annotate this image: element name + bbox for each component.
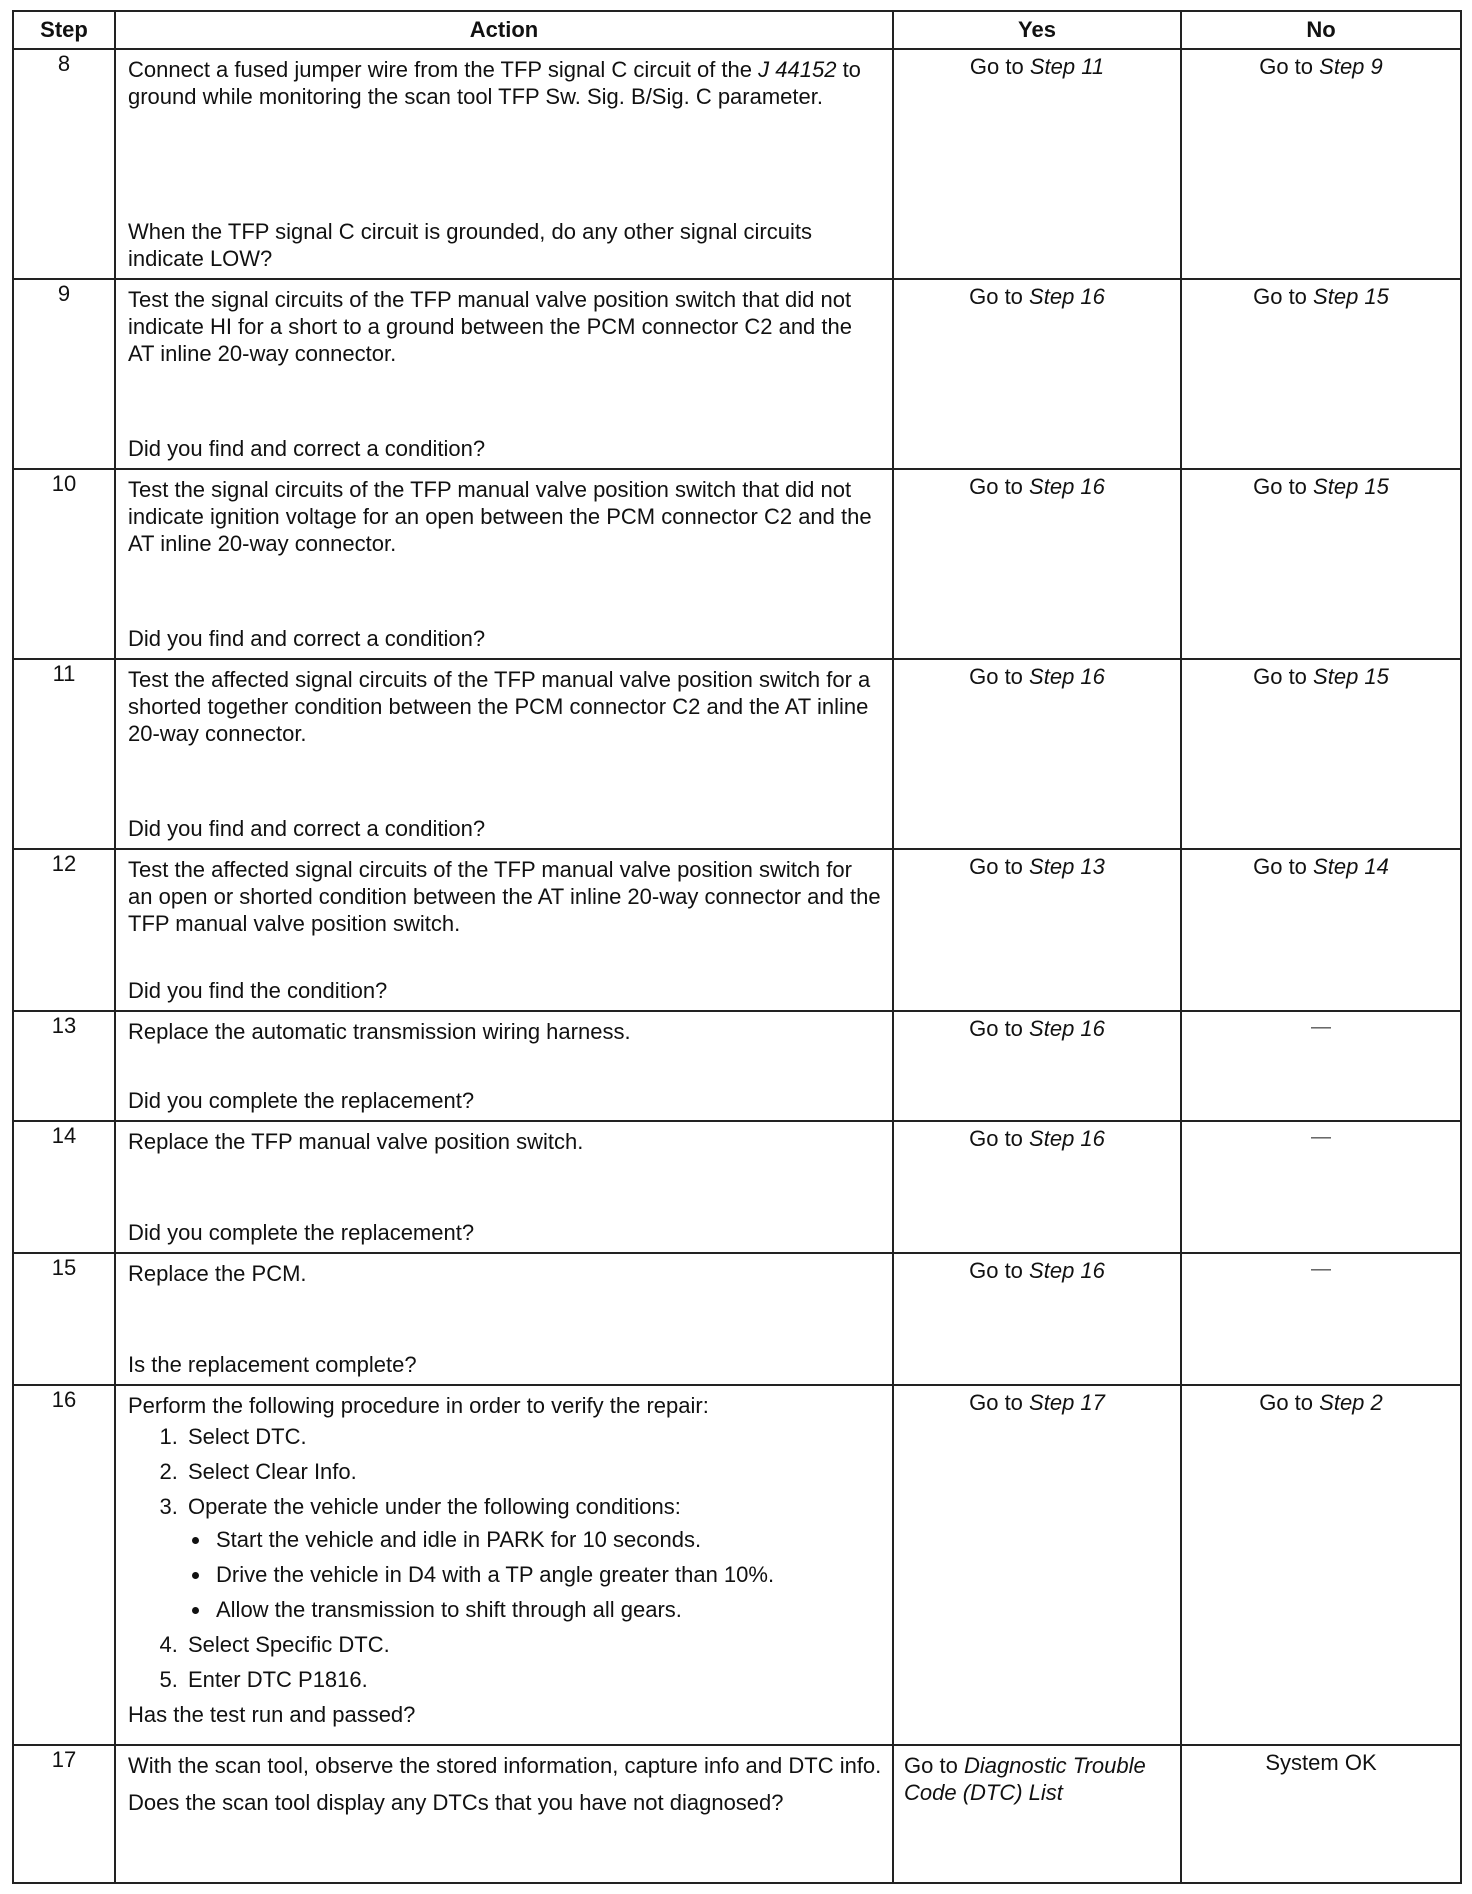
no-link[interactable]: Step 15 <box>1313 474 1389 499</box>
action-cell <box>115 849 893 1011</box>
yes-link[interactable]: Step 16 <box>1029 1016 1105 1041</box>
no-cell-dash: — <box>1181 1253 1461 1385</box>
header-step: Step <box>13 11 115 49</box>
no-cell: Go to Step 15 <box>1181 469 1461 659</box>
action-text: Test the affected signal circuits of the TFP manual valve position switch for a shorted together condition between the PCM connector C2 and the AT inline 20-way connector. <box>128 667 871 746</box>
yes-link[interactable]: Step 16 <box>1029 1126 1105 1151</box>
action-question: Did you find and correct a condition? <box>128 436 486 461</box>
action-cell <box>115 1121 893 1253</box>
procedure-step: 1. Select DTC. <box>184 1423 882 1450</box>
procedure-step: 5. Enter DTC P1816. <box>184 1666 882 1693</box>
table-row <box>13 1745 1461 1883</box>
table-row <box>13 49 1461 279</box>
procedure-step: 4. Select Specific DTC. <box>184 1631 882 1658</box>
step-number: 16 <box>13 1385 115 1745</box>
action-cell <box>115 469 893 659</box>
table-row <box>13 1253 1461 1385</box>
yes-cell: Go to Step 11 <box>893 49 1181 279</box>
action-cell <box>115 1253 893 1385</box>
condition-item: • Start the vehicle and idle in PARK for 10 seconds. <box>212 1526 882 1553</box>
no-cell: Go to Step 14 <box>1181 849 1461 1011</box>
action-question: Is the replacement complete? <box>128 1352 417 1377</box>
table-row <box>13 279 1461 469</box>
action-text: Test the affected signal circuits of the TFP manual valve position switch for an open or shorted condition between the AT inline 20-way connector and the TFP manual valve position switch. <box>128 857 881 936</box>
tool-reference: J 44152 <box>758 57 837 82</box>
no-cell-dash: — <box>1181 1011 1461 1121</box>
table-row <box>13 659 1461 849</box>
action-cell <box>115 49 893 279</box>
no-link[interactable]: Step 15 <box>1313 284 1389 309</box>
step-number: 13 <box>13 1011 115 1121</box>
action-text: Connect a fused jumper wire from the TFP signal C circuit of the J 44152 to ground while monitoring the scan tool TFP Sw. Sig. B/Sig. C parameter. <box>128 57 861 109</box>
no-link[interactable]: Step 14 <box>1313 854 1389 879</box>
action-question: When the TFP signal C circuit is grounded, do any other signal circuits indicate LOW? <box>128 219 812 271</box>
step-number: 9 <box>13 279 115 469</box>
no-cell: Go to Step 15 <box>1181 659 1461 849</box>
no-link[interactable]: Step 9 <box>1319 54 1383 79</box>
no-cell: Go to Step 15 <box>1181 279 1461 469</box>
yes-cell: Go to Step 16 <box>893 1121 1181 1253</box>
yes-cell: Go to Step 13 <box>893 849 1181 1011</box>
step-number: 12 <box>13 849 115 1011</box>
action-text: Test the signal circuits of the TFP manual valve position switch that did not indicate ignition voltage for an open between the PCM connector C2 and the AT inline 20-way connector. <box>128 477 872 556</box>
yes-link[interactable]: Step 13 <box>1029 854 1105 879</box>
yes-link[interactable]: Step 16 <box>1029 284 1105 309</box>
action-question: Did you complete the replacement? <box>128 1088 475 1113</box>
action-text: Replace the PCM. <box>128 1261 307 1286</box>
action-cell <box>115 1745 893 1883</box>
step-number: 17 <box>13 1745 115 1883</box>
table-row <box>13 1011 1461 1121</box>
action-cell <box>115 1385 893 1745</box>
table-row <box>13 469 1461 659</box>
step-number: 8 <box>13 49 115 279</box>
step-number: 11 <box>13 659 115 849</box>
action-text: Replace the TFP manual valve position switch. <box>128 1129 584 1154</box>
action-question: Did you find the condition? <box>128 978 388 1003</box>
yes-cell: Go to Step 17 <box>893 1385 1181 1745</box>
header-row <box>13 11 1461 49</box>
no-link[interactable]: Step 2 <box>1319 1390 1383 1415</box>
no-cell: System OK <box>1181 1745 1461 1883</box>
yes-cell: Go to Step 16 <box>893 469 1181 659</box>
yes-link[interactable]: Step 16 <box>1029 664 1105 689</box>
yes-cell: Go to Step 16 <box>893 279 1181 469</box>
condition-item: • Allow the transmission to shift through all gears. <box>212 1596 882 1623</box>
table-row <box>13 1121 1461 1253</box>
table-row <box>13 1385 1461 1745</box>
action-cell <box>115 1011 893 1121</box>
action-text: Perform the following procedure in order to verify the repair: <box>128 1393 709 1418</box>
table-row <box>13 849 1461 1011</box>
header-action: Action <box>115 11 893 49</box>
yes-cell: Go to Step 16 <box>893 1253 1181 1385</box>
no-cell-dash: — <box>1181 1121 1461 1253</box>
action-cell <box>115 279 893 469</box>
condition-item: • Drive the vehicle in D4 with a TP angle greater than 10%. <box>212 1561 882 1588</box>
step-number: 10 <box>13 469 115 659</box>
yes-link[interactable]: Diagnostic Trouble Code (DTC) List <box>904 1753 1146 1805</box>
no-cell: Go to Step 9 <box>1181 49 1461 279</box>
step-number: 14 <box>13 1121 115 1253</box>
action-text: Test the signal circuits of the TFP manual valve position switch that did not indicate HI for a short to a ground between the PCM connector C2 and the AT inline 20-way connector. <box>128 287 852 366</box>
action-question: Did you find and correct a condition? <box>128 626 486 651</box>
no-link[interactable]: Step 15 <box>1313 664 1389 689</box>
procedure-list <box>128 1423 882 1693</box>
yes-cell: Go to Step 16 <box>893 659 1181 849</box>
action-text: With the scan tool, observe the stored information, capture info and DTC info. <box>128 1753 882 1778</box>
yes-link[interactable]: Step 17 <box>1029 1390 1105 1415</box>
action-cell <box>115 659 893 849</box>
yes-link[interactable]: Step 16 <box>1029 1258 1105 1283</box>
action-question: Does the scan tool display any DTCs that you have not diagnosed? <box>128 1790 784 1815</box>
diagnostic-table <box>12 10 1462 1884</box>
yes-link[interactable]: Step 16 <box>1029 474 1105 499</box>
yes-cell: Go to Step 16 <box>893 1011 1181 1121</box>
action-question: Has the test run and passed? <box>128 1702 416 1727</box>
action-text: Replace the automatic transmission wiring harness. <box>128 1019 631 1044</box>
procedure-step: 3. Operate the vehicle under the following conditions: • Start the vehicle and idle in PARK for 10 seconds. • Drive the vehicle in D4 with a TP angle greater than 10%. • Allow the transmission to shift through all gears. <box>184 1493 882 1623</box>
step-number: 15 <box>13 1253 115 1385</box>
action-question: Did you find and correct a condition? <box>128 816 486 841</box>
yes-cell: Go to Diagnostic Trouble Code (DTC) List <box>893 1745 1181 1883</box>
conditions-list <box>188 1526 882 1623</box>
procedure-step: 2. Select Clear Info. <box>184 1458 882 1485</box>
no-cell: Go to Step 2 <box>1181 1385 1461 1745</box>
header-yes: Yes <box>893 11 1181 49</box>
yes-link[interactable]: Step 11 <box>1029 54 1105 79</box>
header-no: No <box>1181 11 1461 49</box>
action-question: Did you complete the replacement? <box>128 1220 475 1245</box>
